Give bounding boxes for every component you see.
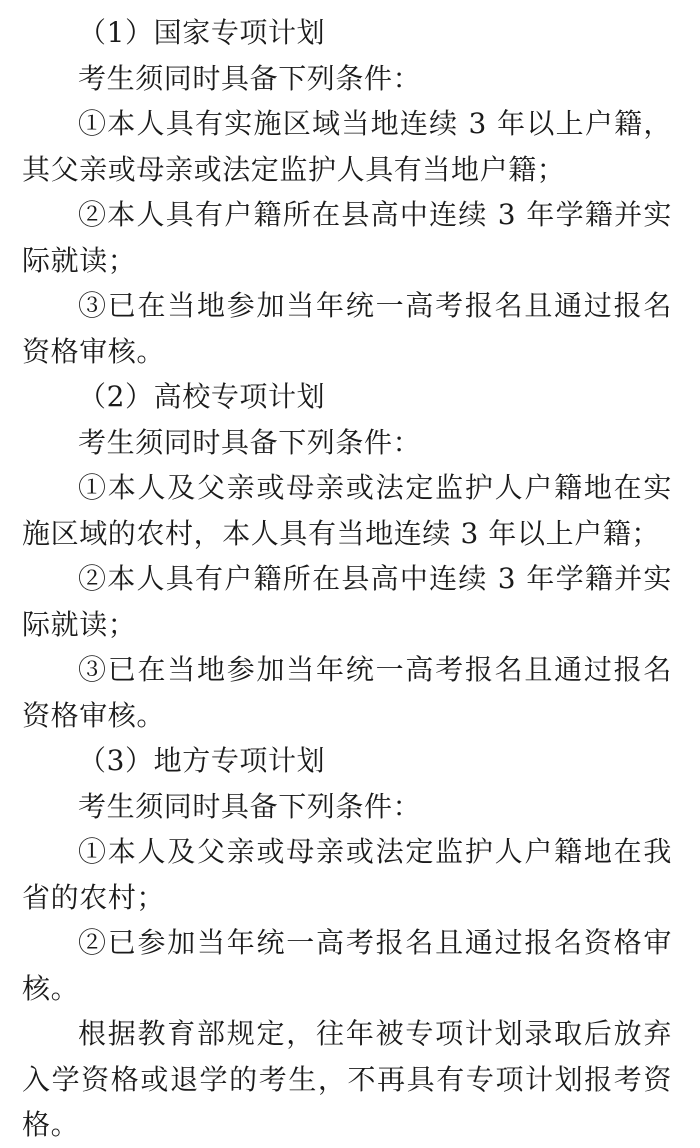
section-heading-national-plan: （1）国家专项计划: [78, 16, 326, 49]
paragraph-condition-1: ①本人及父亲或母亲或法定监护人户籍地在实施区域的农村，本人具有当地连续 3 年以上户籍；: [22, 471, 672, 550]
paragraph-condition-1: ①本人具有实施区域当地连续 3 年以上户籍，其父亲或母亲或法定监护人具有当地户籍；: [22, 107, 672, 186]
paragraph-condition-2: ②本人具有户籍所在县高中连续 3 年学籍并实际就读；: [22, 198, 672, 277]
paragraph-condition-1: ①本人及父亲或母亲或法定监护人户籍地在我省的农村；: [22, 835, 672, 914]
paragraph-condition-3: ③已在当地参加当年统一高考报名且通过报名资格审核。: [22, 653, 672, 732]
section-heading-university-plan: （2）高校专项计划: [78, 380, 326, 413]
paragraph-condition-3: ③已在当地参加当年统一高考报名且通过报名资格审核。: [22, 289, 672, 368]
paragraph-condition-2: ②本人具有户籍所在县高中连续 3 年学籍并实际就读；: [22, 562, 672, 641]
paragraph-conditions-intro: 考生须同时具备下列条件：: [78, 789, 422, 823]
paragraph-ministry-rule: 根据教育部规定，往年被专项计划录取后放弃入学资格或退学的考生，不再具有专项计划报考资格。: [22, 1017, 672, 1141]
section-heading-local-plan: （3）地方专项计划: [78, 744, 326, 777]
document-body: [22, 10, 672, 1148]
paragraph-conditions-intro: 考生须同时具备下列条件：: [78, 425, 422, 459]
paragraph-conditions-intro: 考生须同时具备下列条件：: [78, 61, 422, 95]
paragraph-condition-2: ②已参加当年统一高考报名且通过报名资格审核。: [22, 926, 672, 1005]
